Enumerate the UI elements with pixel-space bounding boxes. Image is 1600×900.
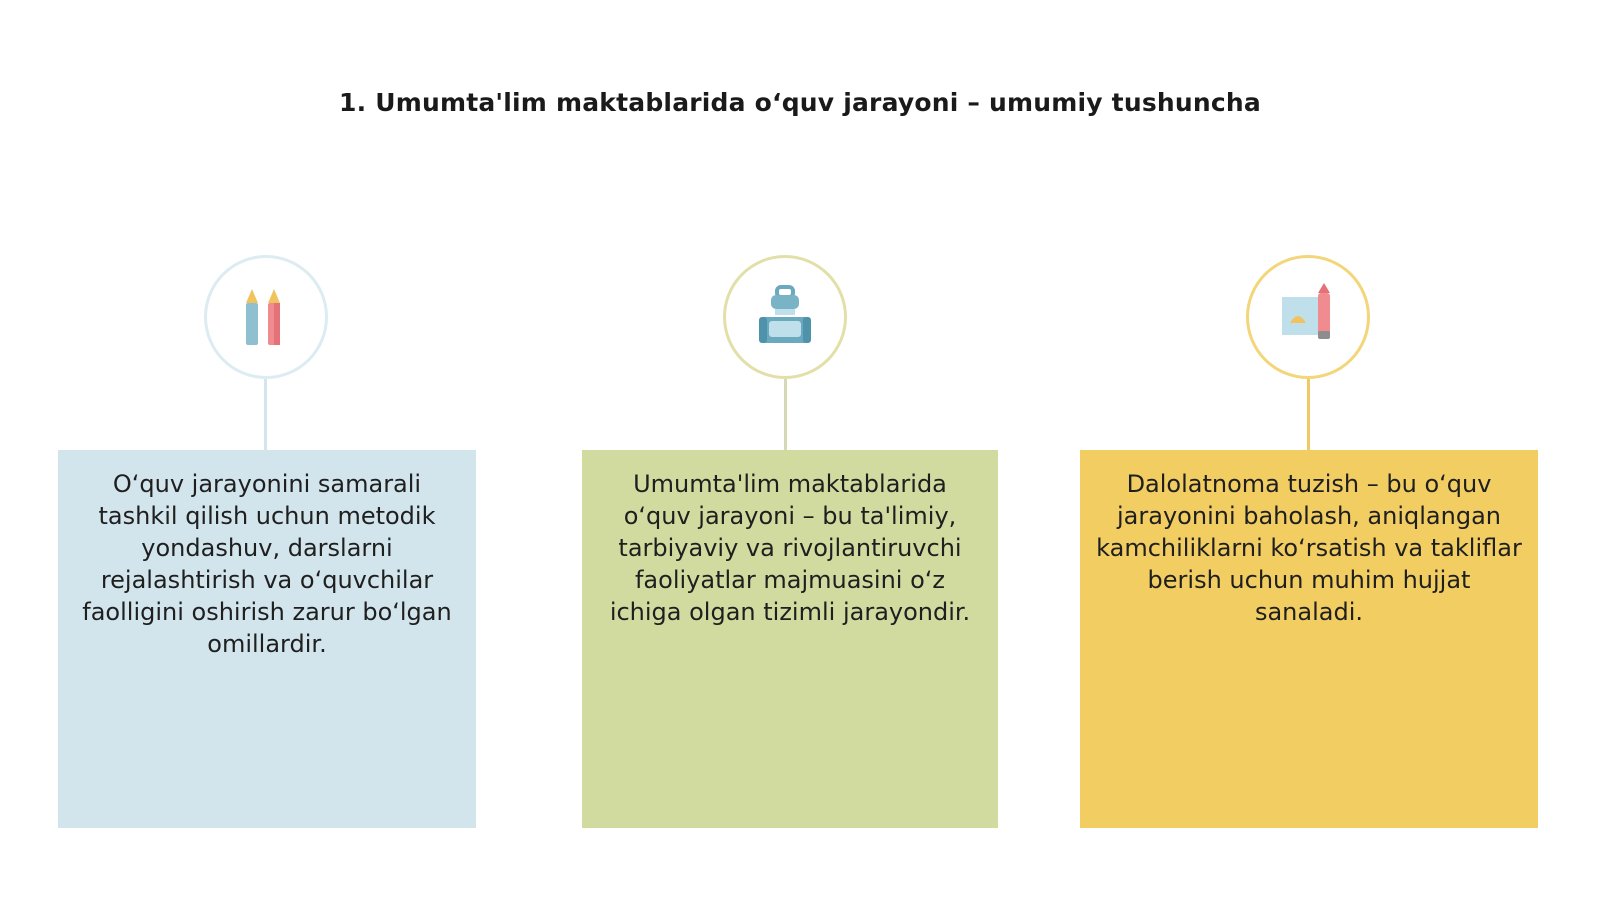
card-3-text: Dalolatnoma tuzish – bu o‘quv jarayonini baholash, aniqlangan kamchiliklarni ko‘rsatish va takliflar berish uchun muhim hujjat sanaladi. [1096,470,1522,626]
connector-3 [1307,379,1310,450]
card-2-text: Umumta'lim maktablarida o‘quv jarayoni – bu ta'limiy, tarbiyaviy va rivojlantiruvchi faoliyatlar majmuasini o‘z ichiga olgan tizimli jarayondir. [609,470,971,626]
pencils-icon [236,283,296,352]
icon-ring-1 [204,255,328,379]
connector-1 [264,379,267,450]
card-2 [582,450,998,828]
card-3 [1080,450,1538,828]
icon-ring-3 [1246,255,1370,379]
card-1-text: O‘quv jarayonini samarali tashkil qilish uchun metodik yondashuv, darslarni rejalashtirish va o‘quvchilar faolligini oshirish zarur bo‘lgan omillardir. [82,470,452,658]
icon-ring-2 [723,255,847,379]
backpack-icon [753,283,817,352]
connector-2 [784,379,787,450]
drawing-pencil-icon [1276,283,1340,352]
slide-title: 1. Umumta'lim maktablarida o‘quv jarayoni – umumiy tushuncha [339,88,1261,117]
card-1 [58,450,476,828]
